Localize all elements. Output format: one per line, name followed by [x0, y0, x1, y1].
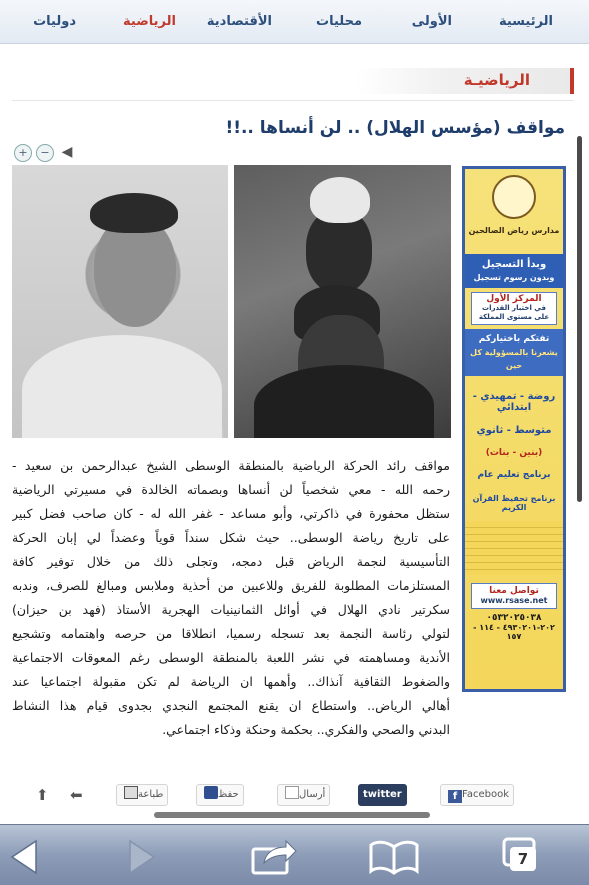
previous-arrow-icon[interactable]: ◀ [61, 144, 73, 160]
ad-slogan-1: تفتكم باختياركم [478, 334, 550, 344]
photo-shape-headwear [310, 177, 370, 223]
zoom-out-icon[interactable]: − [36, 144, 54, 162]
ad-program-2: برنامج تحفيظ القرآن الكريم [472, 494, 556, 512]
ad-rank: المركز الأول [486, 294, 542, 304]
ad-fine-print [465, 521, 563, 575]
ad-contact-label: تواصل معنا [489, 586, 539, 596]
photo-shape-hair [90, 193, 178, 233]
nav-item-international[interactable]: دوليات [33, 14, 76, 29]
ad-school-name: مدارس رياض الصالحين [468, 226, 560, 235]
nav-item-economy[interactable]: الأقتصادية [206, 14, 272, 29]
photo-shape-body [254, 365, 434, 438]
ad-banner-subtitle: وبدون رسوم تسجيل [473, 273, 555, 282]
send-button[interactable] [277, 784, 330, 806]
school-logo [492, 175, 536, 219]
facebook-button[interactable] [440, 784, 514, 806]
bookmarks-icon[interactable] [368, 837, 420, 877]
article-line: والضغوط الثقافية آنذاك.. وأهمها ان الرياضة لم تكن مقبولة اجتماعيا عند [12, 674, 450, 689]
ad-program-1: برنامج تعليم عام [477, 470, 551, 480]
ad-phone-1: ٠٥٣٢٠٢٥٠٣٨ [486, 613, 542, 623]
ad-rank-box [471, 292, 557, 325]
ad-website[interactable]: www.rsase.net [480, 596, 548, 605]
article-line: البدني والصحي والفكري.. بحكمة وحنكة وذكاء اجتماعي. [162, 722, 450, 737]
ad-banner-title: وبدأ التسجيل [481, 259, 547, 270]
mail-icon [285, 786, 299, 799]
share-icon[interactable] [250, 837, 298, 877]
print-icon [124, 786, 138, 799]
nav-item-sports[interactable]: الرياضية [123, 14, 176, 29]
forward-arrow-icon[interactable] [124, 837, 160, 877]
article-photo-portrait [12, 165, 228, 438]
twitter-button[interactable] [358, 784, 407, 806]
article-headline: مواقف (مؤسس الهلال) .. لن أنساها ..!! [225, 118, 565, 138]
facebook-icon: f [448, 790, 462, 803]
ad-banner [465, 254, 563, 288]
section-divider [12, 100, 574, 101]
nav-item-first[interactable]: الأولى [411, 14, 452, 29]
article-line: رحمه الله - معي شخصياً لن أنساها وبصماته الخالدة في مسيرتي الرياضية [12, 482, 450, 497]
nav-item-home[interactable]: الرئيسية [498, 14, 553, 29]
article-photo-group [234, 165, 451, 438]
scroll-top-icon[interactable]: ⬆ [36, 786, 49, 804]
school-advertisement[interactable] [462, 166, 566, 692]
article-line: سكرتير نادي الهلال في أوائل الثمانينيات الهجرية الأستاذ (فهد بن حيزان) [12, 602, 450, 617]
photo-shape-shirt [22, 335, 222, 438]
ad-stage-3: (بنين - بنات) [485, 448, 543, 458]
section-title: الرياضيـة [463, 71, 530, 89]
ad-phone-2: ٢٠٢-٤٩٣٠٢٠١ - ١١٤ - ١٥٧ [473, 623, 555, 641]
back-arrow-icon[interactable] [6, 837, 42, 877]
twitter-label: twitter [363, 789, 402, 800]
article-body [12, 454, 450, 742]
photo-shape-face [94, 217, 176, 327]
tabs-count[interactable]: 7 [510, 847, 536, 871]
nav-item-local[interactable]: محليات [316, 14, 362, 29]
browser-toolbar [0, 824, 589, 885]
article-line: المستلزمات المطلوبة للفريق وللاعبين من أحذية وملابس ومبالغ للصرف، وندبه [12, 578, 450, 593]
print-label: طباعة [138, 789, 164, 800]
section-header [356, 68, 574, 94]
facebook-label: Facebook [462, 789, 509, 800]
vertical-scrollbar[interactable] [577, 136, 582, 502]
save-label: حفظ [218, 789, 239, 800]
back-arrow-icon[interactable]: ⬅ [70, 786, 83, 804]
ad-stage-2: متوسط - ثانوي [476, 425, 552, 436]
article-line: أهالي الرياض.. واستطاع ان يقنع المجتمع النجدي بجدوى قيام هذا النشاط [12, 698, 450, 713]
top-navigation [0, 0, 589, 44]
ad-slogan-2: يشعرنا بالمسؤولية كل حين [470, 348, 558, 370]
save-icon [204, 786, 218, 799]
send-label: أرسال [299, 789, 326, 800]
article-line: ستظل محفورة في ذاكرتي، وأبو مساعد - غفر الله له - كان صاحب فضل كبير [12, 506, 450, 521]
article-line: مواقف رائد الحركة الرياضية بالمنطقة الوسطى الشيخ عبدالرحمن بن سعيد - [12, 458, 450, 473]
print-button[interactable] [116, 784, 168, 806]
ad-contact-box [471, 583, 557, 609]
article-line: لتولي رئاسة النجمة بعد تسجله رسميا، انطلاقا من حرصه واهتمامه وتشجيع [12, 626, 450, 641]
article-line: على تاريخ رياضة الوسطى.. حيث شكل سنداً قوياً وعضداً لي إبان الحركة [12, 530, 450, 545]
ad-rank-sub: في اختبار القدرات على مستوى المملكة [478, 304, 550, 321]
text-size-tools [14, 144, 76, 162]
ad-stage-1: روضة - تمهيدي - ابتدائي [472, 391, 556, 413]
zoom-in-icon[interactable]: + [14, 144, 32, 162]
article-line: الأندية ومساهمته في نشر اللعبة بالمنطقة الوسطى رغم المعوقات الاجتماعية [12, 650, 450, 665]
save-button[interactable] [196, 784, 244, 806]
article-line: التأسيسية لنجمة الرياض قبل دمجه، وتجلى ذلك من خلال توفير كافة [12, 554, 450, 569]
horizontal-scrollbar[interactable] [154, 812, 430, 818]
share-bar [14, 784, 574, 808]
ad-slogan [465, 329, 563, 376]
